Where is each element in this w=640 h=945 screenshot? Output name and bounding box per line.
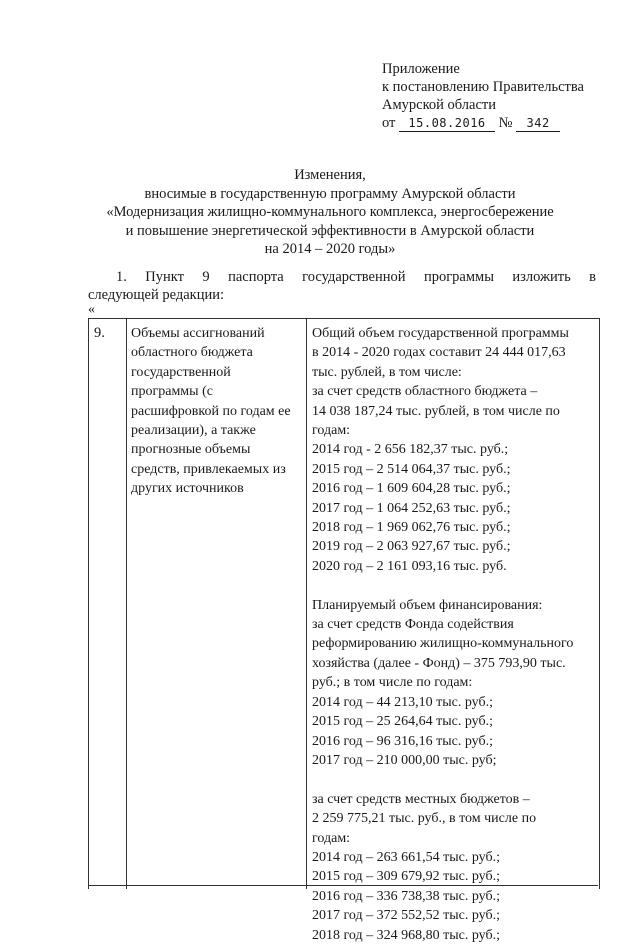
- appendix-header: [382, 60, 584, 132]
- date-prefix: от: [382, 115, 396, 131]
- appendix-region: Амурской области: [382, 97, 496, 113]
- title-line-4: и повышение энергетической эффективности в Амурской области: [125, 222, 535, 239]
- table-row-number: 9.: [94, 325, 105, 341]
- title-line-3: «Модернизация жилищно-коммунального комплекса, энергосбережение: [106, 204, 554, 220]
- document-title: [70, 166, 590, 259]
- date-value: 15.08.2016: [399, 116, 495, 132]
- title-line-2: вносимые в государственную программу Амурской области: [144, 185, 516, 202]
- appendix-title: Приложение: [382, 61, 460, 77]
- passport-table: [88, 318, 600, 943]
- appendix-resolution: к постановлению Правительства: [382, 79, 584, 95]
- block-spacer: [312, 770, 594, 789]
- table-row-content: [312, 324, 594, 945]
- total-funding-block: Общий объем государственной программы в 2014 - 2020 годах составит 24 444 017,63 тыс. рублей, в том числе: за счет средств областного бюджета – 14 038 187,24 тыс. рублей, в том числе по годам: 2014 год - 2 656 182,37 тыс. руб.; 2015 год – 2 514 064,37 тыс. руб.; 2016 год – 1 609 604,28 тыс. руб.; 2017 год – 1 064 252,63 тыс. руб.; 2018 год – 1 969 062,76 тыс. руб.; 2019 год – 2 063 927,67 тыс. руб.; 2020 год – 2 161 093,16 тыс. руб.: [312, 326, 569, 574]
- table-divider-1: [126, 319, 127, 889]
- table-bottom-border: [88, 885, 598, 886]
- title-line-1: Изменения,: [294, 167, 366, 183]
- block-spacer: [312, 576, 594, 595]
- opening-quote: «: [88, 302, 95, 317]
- table-row-label: Объемы ассигнований областного бюджета государственной программы (с расшифровкой по годам ее реализации), а также прогнозные объемы средств, привлекаемых из других источников: [131, 326, 291, 497]
- appendix-date-line: [382, 114, 584, 132]
- local-budget-block: за счет средств местных бюджетов – 2 259 775,21 тыс. руб., в том числе по годам: 2014 год – 263 661,54 тыс. руб.; 2015 год – 309 679,92 тыс. руб.; 2016 год – 336 738,38 тыс. руб.; 2017 год – 372 552,52 тыс. руб.; 2018 год – 324 968,80 тыс. руб.;: [312, 791, 537, 943]
- table-divider-2: [306, 319, 307, 889]
- paragraph-1: [88, 268, 596, 304]
- title-line-5: на 2014 – 2020 годы»: [264, 241, 396, 257]
- fund-financing-block: Планируемый объем финансирования: за счет средств Фонда содействия реформированию жилищно-коммунального хозяйства (далее - Фонд) – 375 793,90 тыс. руб.; в том числе по годам: 2014 год – 44 213,10 тыс. руб.; 2015 год – 25 264,64 тыс. руб.; 2016 год – 96 316,16 тыс. руб.; 2017 год – 210 000,00 тыс. руб;: [312, 597, 574, 768]
- paragraph-line-2: следующей редакции:: [88, 287, 225, 303]
- number-value: 342: [516, 116, 560, 132]
- paragraph-line-1: 1. Пункт 9 паспорта государственной программы изложить в: [116, 269, 596, 285]
- number-sign: №: [498, 115, 513, 131]
